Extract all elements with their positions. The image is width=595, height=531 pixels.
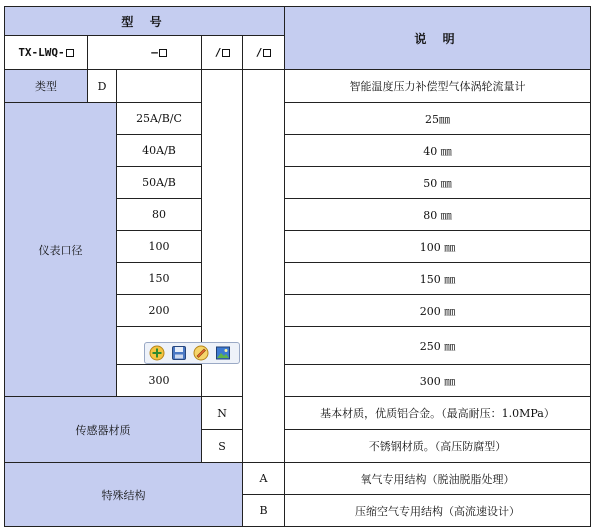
special-structure-label: 特殊结构 xyxy=(4,462,243,527)
diameter-code-row: 50A/B xyxy=(116,166,202,199)
floating-image-toolbar xyxy=(144,342,240,364)
model-code-segment-3: / xyxy=(201,35,243,70)
sensor-desc-row: 不锈钢材质。（高压防腐型） xyxy=(284,429,591,463)
diameter-desc-row: 80 ㎜ xyxy=(284,198,591,231)
diameter-desc-row: 100 ㎜ xyxy=(284,230,591,263)
model-code-segment-4: / xyxy=(242,35,285,70)
diameter-desc-row: 200 ㎜ xyxy=(284,294,591,327)
diameter-code-row: 40A/B xyxy=(116,134,202,167)
model-code-prefix: TX-LWQ- xyxy=(4,35,88,70)
edit-icon[interactable] xyxy=(192,344,210,362)
image-icon[interactable] xyxy=(214,344,232,362)
diameter-label: 仪表口径 xyxy=(4,102,117,397)
type-code: D xyxy=(87,69,117,103)
diameter-code-row: 200 xyxy=(116,294,202,327)
placeholder-box-icon xyxy=(222,49,230,57)
sensor-code-row: N xyxy=(201,396,243,430)
model-spec-table xyxy=(4,6,591,527)
special-desc-row: 压缩空气专用结构（高流速设计） xyxy=(284,494,591,527)
model-code-segment-2: — xyxy=(116,35,202,70)
column-segment-4 xyxy=(242,69,285,463)
special-code-row: B xyxy=(242,494,285,527)
placeholder-box-icon xyxy=(66,49,74,57)
diameter-desc-row: 50 ㎜ xyxy=(284,166,591,199)
diameter-code-row: 100 xyxy=(116,230,202,263)
diameter-code-row: 25A/B/C xyxy=(116,102,202,135)
model-code-segment-1 xyxy=(87,35,117,70)
type-description: 智能温度压力补偿型气体涡轮流量计 xyxy=(284,69,591,103)
diameter-desc-row: 25㎜ xyxy=(284,102,591,135)
sensor-material-label: 传感器材质 xyxy=(4,396,202,463)
sensor-code-row: S xyxy=(201,429,243,463)
diameter-desc-row: 40 ㎜ xyxy=(284,134,591,167)
type-empty xyxy=(116,69,202,103)
diameter-code-row: 150 xyxy=(116,262,202,295)
diameter-code-row: 300 xyxy=(116,364,202,397)
special-desc-row: 氧气专用结构（脱油脱脂处理） xyxy=(284,462,591,495)
diameter-desc-row: 250 ㎜ xyxy=(284,326,591,365)
type-label: 类型 xyxy=(4,69,88,103)
diameter-desc-row: 300 ㎜ xyxy=(284,364,591,397)
save-icon[interactable] xyxy=(170,344,188,362)
placeholder-box-icon xyxy=(159,49,167,57)
description-header: 说 明 xyxy=(284,6,591,70)
sensor-desc-row: 基本材质，优质铝合金。（最高耐压：1.0MPa） xyxy=(284,396,591,430)
placeholder-box-icon xyxy=(263,49,271,57)
model-header: 型 号 xyxy=(4,6,285,36)
special-code-row: A xyxy=(242,462,285,495)
diameter-code-row: 80 xyxy=(116,198,202,231)
add-icon[interactable] xyxy=(148,344,166,362)
diameter-desc-row: 150 ㎜ xyxy=(284,262,591,295)
